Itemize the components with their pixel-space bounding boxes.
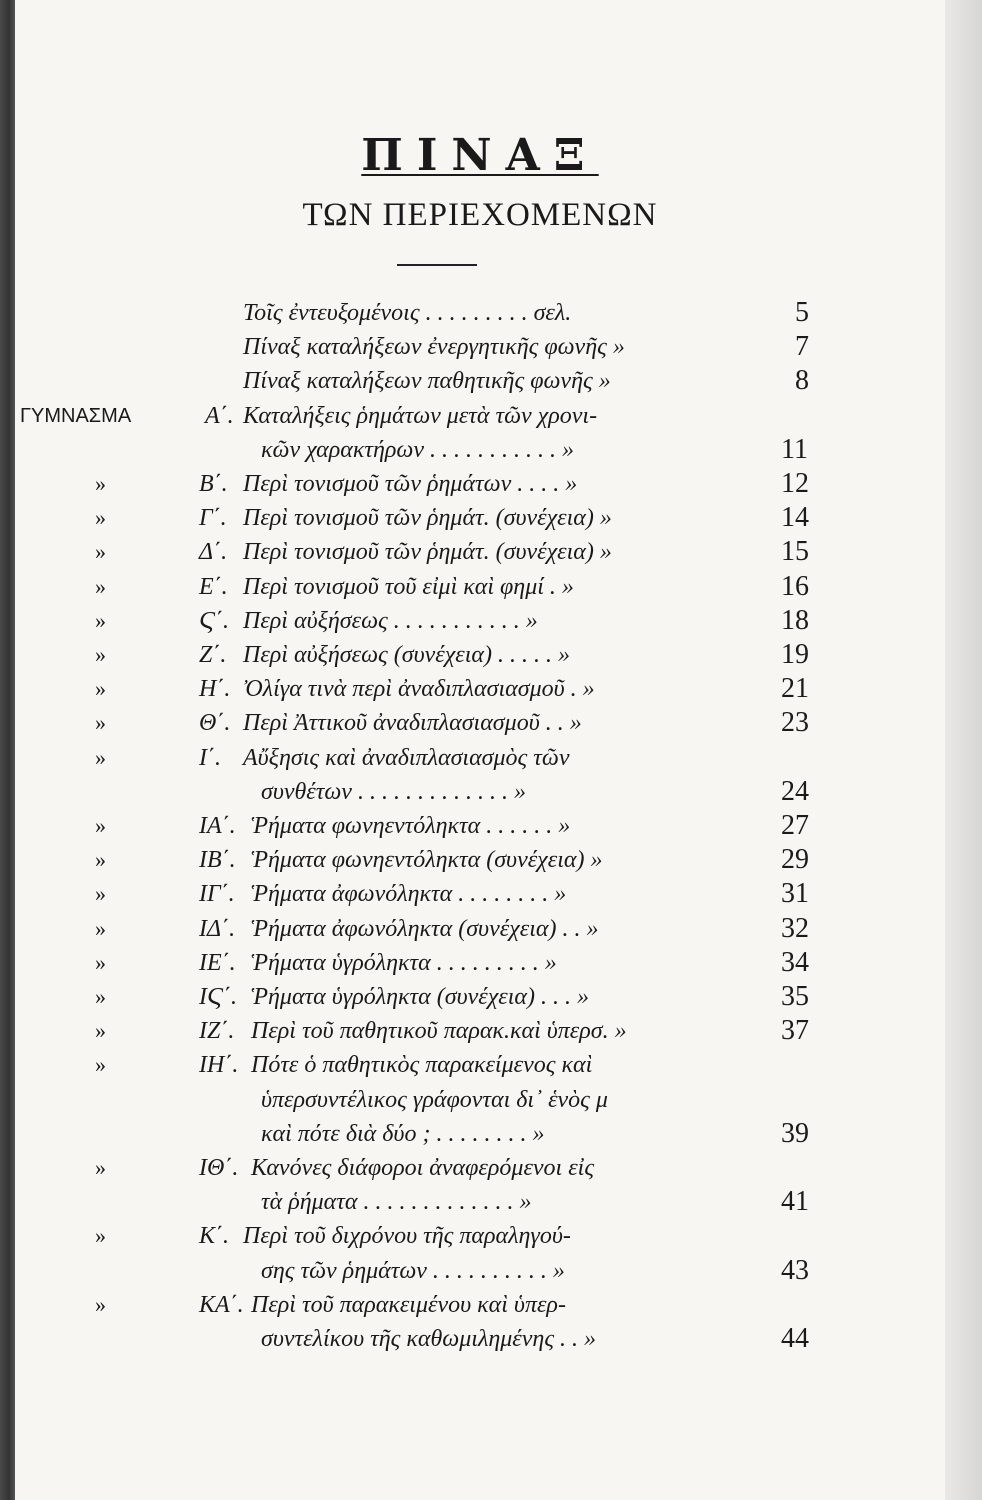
ditto-mark: »	[95, 642, 106, 667]
page-number: 15	[781, 536, 809, 568]
exercise-number: Ι΄.	[199, 744, 221, 771]
ditto-mark: »	[95, 744, 106, 770]
page-title: ΠΙΝΑΞ	[361, 130, 599, 181]
entry-title: Περὶ τοῦ παθητικοῦ παρακ.καὶ ὑπερσ. »	[251, 1018, 627, 1045]
page-number: 21	[781, 673, 809, 705]
ditto-mark: »	[95, 471, 106, 496]
entry-title: Περὶ τοῦ διχρόνου τῆς παραληγού-	[243, 1223, 571, 1250]
entry-title: καὶ πότε διὰ δύο ; . . . . . . . . »	[261, 1120, 545, 1147]
ditto-mark: »	[95, 1155, 106, 1180]
page-number: 7	[795, 331, 809, 363]
page-number: 19	[781, 639, 809, 670]
book-binding	[0, 0, 15, 1500]
toc-entry	[15, 397, 945, 435]
entry-title: Περὶ τονισμοῦ τῶν ῥημάτ. (συνέχεια) »	[243, 505, 612, 532]
entry-title: Ῥήματα ἀφωνόληκτα . . . . . . . . »	[251, 881, 567, 908]
page-subtitle: ΤΩΝ ΠΕΡΙΕΧΟΜΕΝΩΝ	[302, 197, 658, 233]
ditto-mark: »	[95, 847, 106, 873]
toc-entry	[15, 362, 945, 400]
exercise-number: ΙΒ΄.	[199, 847, 236, 874]
entry-title: Ῥήματα φωνηεντόληκτα (συνέχεια) »	[251, 847, 603, 874]
entry-title: σης τῶν ῥημάτων . . . . . . . . . . »	[261, 1257, 565, 1284]
toc-entry	[15, 568, 945, 606]
page-number: 11	[781, 433, 808, 465]
toc-entry	[15, 910, 945, 948]
toc-entry	[15, 1320, 945, 1358]
page-number: 43	[781, 1254, 809, 1286]
entry-title: ὑπερσυντέλικος γράφονται δι᾽ ἑνὸς μ	[261, 1086, 608, 1113]
ditto-mark: »	[95, 539, 106, 565]
exercise-number: ΙΓ΄.	[199, 881, 235, 908]
toc-entry	[15, 1286, 945, 1324]
ditto-mark: »	[95, 607, 106, 633]
entry-title: Ῥήματα ἀφωνόληκτα (συνέχεια) . . »	[251, 915, 599, 942]
page-number: 37	[781, 1015, 809, 1047]
toc-entry	[15, 875, 945, 913]
ditto-mark: »	[95, 1018, 106, 1044]
ditto-mark: »	[95, 505, 106, 531]
entry-title: Κανόνες διάφοροι ἀναφερόμενοι εἰς	[251, 1155, 595, 1181]
toc-entry	[15, 704, 945, 742]
page-number: 34	[781, 946, 809, 978]
exercise-number: Ε΄.	[199, 573, 228, 600]
entry-title: Ῥήματα φωνηεντόληκτα . . . . . . »	[251, 813, 571, 839]
page-number: 29	[781, 844, 809, 876]
entry-title: Περὶ αὐξήσεως (συνέχεια) . . . . . »	[243, 642, 570, 668]
toc-entry	[15, 944, 945, 982]
exercise-number: Α΄.	[205, 402, 234, 429]
page-number: 35	[781, 981, 809, 1012]
entry-title: Καταλήξεις ῥημάτων μετὰ τῶν χρονι-	[243, 402, 598, 429]
exercise-number: Ϛ΄.	[199, 607, 229, 634]
page-number: 18	[781, 604, 809, 636]
toc-entry	[15, 1046, 945, 1084]
entry-title: Πότε ὁ παθητικὸς παρακείμενος καὶ	[251, 1052, 593, 1079]
ditto-mark: »	[95, 1291, 106, 1317]
toc-entry	[15, 1012, 945, 1050]
entry-title: Περὶ αὐξήσεως . . . . . . . . . . . »	[243, 607, 538, 634]
entry-title: συντελίκου τῆς καθωμιλημένης . . »	[261, 1326, 597, 1352]
ditto-mark: »	[95, 676, 106, 702]
page-number: 24	[781, 775, 809, 807]
toc-entry	[15, 533, 945, 571]
ditto-mark: »	[95, 710, 106, 736]
ditto-mark: »	[95, 573, 106, 599]
toc-entry	[15, 431, 945, 469]
section-label: ΓΥΜΝΑΣΜΑ	[20, 404, 132, 427]
exercise-number: Δ΄.	[199, 539, 228, 566]
page-number: 41	[781, 1186, 809, 1218]
exercise-number: Η΄.	[199, 676, 231, 703]
entry-title: Περὶ τονισμοῦ τῶν ῥημάτων . . . . »	[243, 471, 578, 497]
toc-entry	[15, 1183, 945, 1221]
entry-title: Περὶ τονισμοῦ τῶν ῥημάτ. (συνέχεια) »	[243, 539, 612, 566]
toc-entry	[15, 328, 945, 366]
entry-title: Περὶ τοῦ παρακειμένου καὶ ὑπερ-	[251, 1291, 566, 1318]
entry-title: τὰ ῥήματα . . . . . . . . . . . . . »	[261, 1189, 532, 1216]
toc-entry	[15, 1217, 945, 1255]
toc-entry	[15, 602, 945, 640]
title-divider	[397, 264, 477, 266]
page-number: 12	[781, 468, 809, 499]
book-page	[15, 0, 945, 1500]
toc-entry	[15, 773, 945, 811]
exercise-number: Θ΄.	[199, 710, 231, 737]
page-number: 44	[781, 1323, 809, 1354]
entry-title: κῶν χαρακτήρων . . . . . . . . . . . »	[261, 436, 575, 463]
toc-entry	[15, 294, 945, 332]
entry-title: Ῥήματα ὑγρόληκτα . . . . . . . . . »	[251, 949, 557, 976]
page-number: 16	[781, 570, 809, 602]
entry-title: συνθέτων . . . . . . . . . . . . . »	[261, 778, 526, 805]
toc-entry	[15, 636, 945, 674]
exercise-number: ΙΗ΄.	[199, 1052, 239, 1079]
toc-entry	[15, 499, 945, 537]
ditto-mark: »	[95, 1223, 106, 1249]
page-number: 14	[781, 502, 809, 534]
entry-title: Ῥήματα ὑγρόληκτα (συνέχεια) . . . »	[251, 984, 589, 1010]
ditto-mark: »	[95, 881, 106, 907]
exercise-number: ΙΕ΄.	[199, 949, 236, 976]
toc-entry	[15, 1115, 945, 1153]
page-number: 27	[781, 810, 809, 841]
exercise-number: ΙΔ΄.	[199, 915, 236, 942]
toc-entry	[15, 807, 945, 845]
toc-entry	[15, 841, 945, 879]
toc-entry	[15, 1149, 945, 1187]
toc-entry	[15, 670, 945, 708]
entry-title: Περὶ τονισμοῦ τοῦ εἰμὶ καὶ φημί . »	[243, 573, 574, 600]
exercise-number: ΚΑ΄.	[199, 1291, 244, 1318]
exercise-number: Γ΄.	[199, 505, 227, 532]
entry-title: Πίναξ καταλήξεων παθητικῆς φωνῆς »	[243, 368, 611, 395]
entry-title: Τοῖς ἐντευξομένοις . . . . . . . . . σελ.	[243, 300, 572, 326]
ditto-mark: »	[95, 1052, 106, 1078]
ditto-mark: »	[95, 949, 106, 975]
toc-entry	[15, 1252, 945, 1290]
toc-entry	[15, 465, 945, 503]
exercise-number: ΙΖ΄.	[199, 1018, 235, 1045]
entry-title: Ὀλίγα τινὰ περὶ ἀναδιπλασιασμοῦ . »	[243, 676, 595, 703]
page-number: 32	[781, 912, 809, 944]
page-number: 5	[795, 297, 809, 328]
exercise-number: ΙΘ΄.	[199, 1155, 239, 1181]
toc-entry	[15, 1081, 945, 1119]
page-number: 31	[781, 878, 809, 910]
page-edge	[945, 0, 982, 1500]
entry-title: Πίναξ καταλήξεων ἐνεργητικῆς φωνῆς »	[243, 334, 625, 361]
toc-entry	[15, 739, 945, 777]
toc-entry	[15, 978, 945, 1016]
page-number: 8	[795, 365, 809, 397]
ditto-mark: »	[95, 813, 106, 838]
page-number: 39	[781, 1117, 809, 1149]
ditto-mark: »	[95, 984, 106, 1009]
exercise-number: Ζ΄.	[199, 642, 227, 668]
entry-title: Περὶ Ἀττικοῦ ἀναδιπλασιασμοῦ . . »	[243, 710, 582, 737]
exercise-number: ΙϚ΄.	[199, 984, 237, 1010]
page-number: 23	[781, 707, 809, 739]
exercise-number: Κ΄.	[199, 1223, 229, 1250]
entry-title: Αὔξησις καὶ ἀναδιπλασιασμὸς τῶν	[243, 744, 570, 771]
exercise-number: Β΄.	[199, 471, 228, 497]
exercise-number: ΙΑ΄.	[199, 813, 236, 839]
ditto-mark: »	[95, 915, 106, 941]
